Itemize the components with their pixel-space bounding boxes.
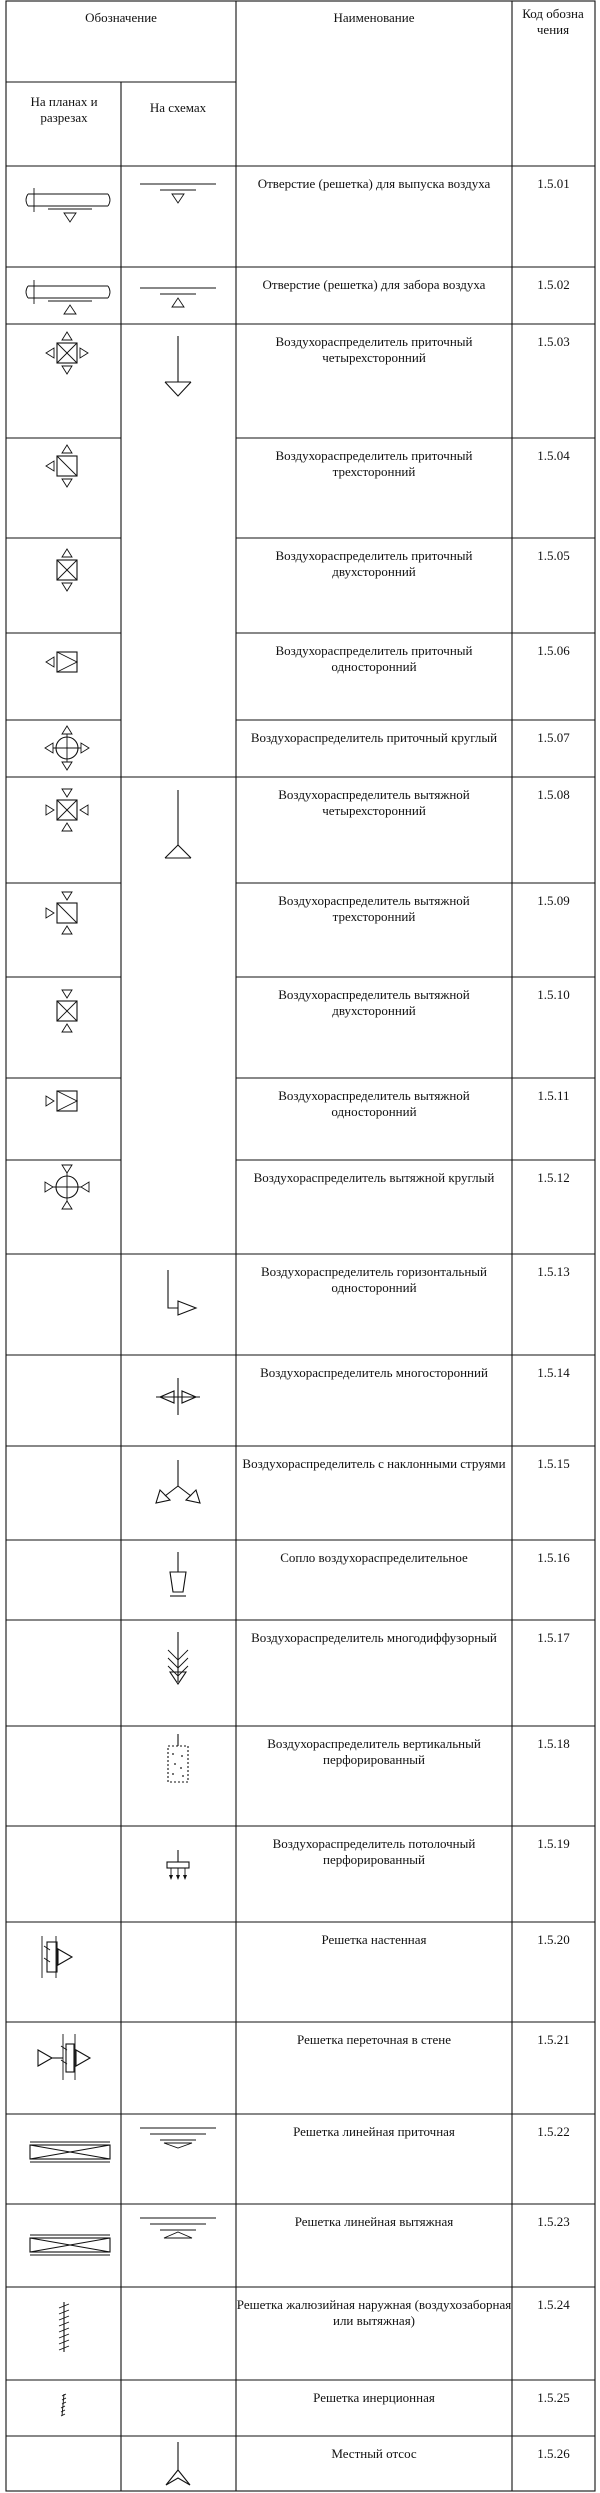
row-19-code: 1.5.19 (537, 1836, 570, 1851)
symbol-1-5-08-scheme (165, 790, 191, 858)
row-20-code: 1.5.20 (537, 1932, 570, 1947)
row-07-name: Воздухораспределитель приточный круглый (250, 730, 498, 745)
row-09-name: Воздухораспределитель вытяжной трехсторонний (278, 893, 470, 924)
row-07-code: 1.5.07 (537, 730, 570, 745)
row-24-name: Решетка жалюзийная наружная (воздухозаборная или вытяжная) (236, 2297, 512, 2328)
symbol-1-5-13-scheme (168, 1270, 196, 1315)
row-12-code: 1.5.12 (537, 1170, 570, 1185)
row-16-name: Сопло воздухораспределительное (280, 1550, 468, 1565)
row-06-code: 1.5.06 (537, 643, 570, 658)
row-03-code: 1.5.03 (537, 334, 570, 349)
symbol-1-5-25-plan (61, 2394, 66, 2416)
row-15-name: Воздухораспределитель с наклонными струями (242, 1456, 506, 1471)
symbol-1-5-11-plan (46, 1091, 77, 1111)
row-separators (6, 267, 595, 2436)
symbol-1-5-10-plan (57, 990, 77, 1032)
row-08-code: 1.5.08 (537, 787, 570, 802)
row-22-name: Решетка линейная приточная (293, 2124, 455, 2139)
symbol-1-5-02-scheme (140, 288, 216, 307)
row-22-code: 1.5.22 (537, 2124, 570, 2139)
row-05-name: Воздухораспределитель приточный двухсторонний (275, 548, 473, 579)
row-25-code: 1.5.25 (537, 2390, 570, 2405)
header-code: Код обозначения (522, 6, 584, 37)
row-23-code: 1.5.23 (537, 2214, 570, 2229)
row-17-name: Воздухораспределитель многодиффузорный (251, 1630, 497, 1645)
row-13-code: 1.5.13 (537, 1264, 570, 1279)
symbol-1-5-02-plan (26, 280, 110, 314)
symbol-1-5-01-plan (26, 188, 110, 222)
row-02-name: Отверстие (решетка) для забора воздуха (262, 277, 486, 292)
symbol-1-5-06-plan (46, 652, 77, 672)
row-20-name: Решетка настенная (321, 1932, 427, 1947)
row-21-name: Решетка переточная в стене (297, 2032, 451, 2047)
symbol-1-5-18-scheme (168, 1734, 188, 1782)
row-04-code: 1.5.04 (537, 448, 570, 463)
header-name: Наименование (333, 10, 415, 25)
symbol-1-5-04-plan (46, 445, 77, 487)
row-05-code: 1.5.05 (537, 548, 570, 563)
symbol-1-5-12-plan (45, 1165, 89, 1209)
table-border (6, 1, 595, 2491)
row-18-name: Воздухораспределитель вертикальный перфорированный (267, 1736, 481, 1767)
row-17-code: 1.5.17 (537, 1630, 570, 1645)
symbol-1-5-20-plan (42, 1936, 72, 1978)
row-02-code: 1.5.02 (537, 277, 570, 292)
symbol-1-5-14-scheme (156, 1378, 200, 1415)
symbol-1-5-01-scheme (140, 184, 216, 203)
row-26-name: Местный отсос (331, 2446, 417, 2461)
symbol-1-5-22-scheme (140, 2128, 216, 2148)
symbol-1-5-09-plan (46, 892, 77, 934)
symbol-1-5-15-scheme (156, 1460, 200, 1503)
row-08-name: Воздухораспределитель вытяжной четырехсторонний (278, 787, 470, 818)
row-16-code: 1.5.16 (537, 1550, 570, 1565)
row-11-name: Воздухораспределитель вытяжной односторонний (278, 1088, 470, 1119)
row-03-name: Воздухораспределитель приточный четырехсторонний (275, 334, 473, 365)
header-plans: На планах и разрезах (30, 94, 98, 125)
row-06-name: Воздухораспределитель приточный односторонний (275, 643, 473, 674)
row-09-code: 1.5.09 (537, 893, 570, 908)
row-13-name: Воздухораспределитель горизонтальный односторонний (260, 1264, 487, 1295)
symbol-1-5-17-scheme (168, 1632, 188, 1684)
row-21-code: 1.5.21 (537, 2032, 570, 2047)
row-15-code: 1.5.15 (537, 1456, 570, 1471)
symbol-1-5-22-plan (30, 2142, 110, 2162)
symbol-1-5-16-scheme (170, 1552, 186, 1596)
row-01-name: Отверстие (решетка) для выпуска воздуха (257, 176, 491, 191)
row-04-name: Воздухораспределитель приточный трехсторонний (275, 448, 473, 479)
row-14-name: Воздухораспределитель многосторонний (260, 1365, 488, 1380)
symbol-1-5-03-plan (46, 332, 88, 374)
symbol-1-5-24-plan (59, 2302, 69, 2352)
row-19-name: Воздухораспределитель потолочный перфорированный (272, 1836, 476, 1867)
row-26-code: 1.5.26 (537, 2446, 570, 2461)
symbol-1-5-26-scheme (166, 2442, 190, 2485)
row-12-name: Воздухораспределитель вытяжной круглый (253, 1170, 495, 1185)
symbol-1-5-07-plan (45, 726, 89, 770)
row-14-code: 1.5.14 (537, 1365, 570, 1380)
header-schemes: На схемах (149, 100, 207, 115)
row-24-code: 1.5.24 (537, 2297, 570, 2312)
row-25-name: Решетка инерционная (313, 2390, 435, 2405)
symbol-1-5-23-scheme (140, 2218, 216, 2238)
row-18-code: 1.5.18 (537, 1736, 570, 1751)
row-23-name: Решетка линейная вытяжная (294, 2214, 454, 2229)
row-01-code: 1.5.01 (537, 176, 570, 191)
symbol-1-5-03-scheme (165, 336, 191, 396)
symbol-1-5-19-scheme (167, 1850, 189, 1880)
symbol-1-5-05-plan (57, 549, 77, 591)
symbol-1-5-08-plan (46, 789, 88, 831)
header-designation: Обозначение (85, 10, 157, 25)
row-10-name: Воздухораспределитель вытяжной двухсторонний (278, 987, 470, 1018)
row-11-code: 1.5.11 (537, 1088, 570, 1103)
row-10-code: 1.5.10 (537, 987, 570, 1002)
symbol-1-5-23-plan (30, 2235, 110, 2255)
symbol-1-5-21-plan (38, 2034, 90, 2080)
